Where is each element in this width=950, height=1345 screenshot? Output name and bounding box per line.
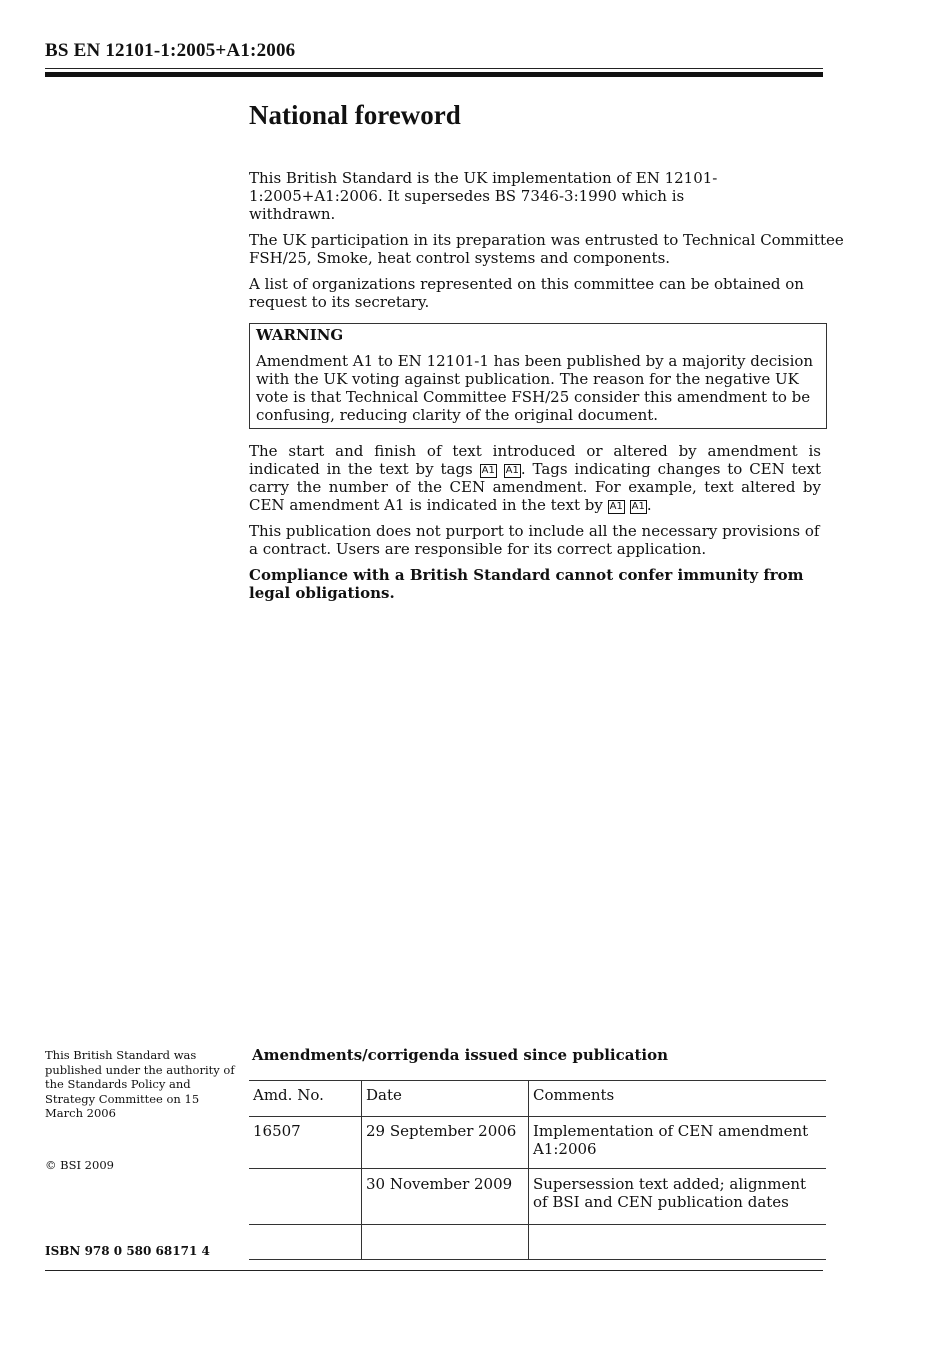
amendment-close-tag-icon: A1 bbox=[505, 465, 519, 476]
amendments-title: Amendments/corrigenda issued since publication bbox=[252, 1046, 668, 1064]
cell-comments bbox=[529, 1225, 827, 1260]
footer-rule bbox=[45, 1270, 823, 1271]
amendments-table bbox=[249, 1080, 826, 1260]
column-header-date: Date bbox=[362, 1081, 529, 1117]
table-header-row bbox=[249, 1081, 826, 1117]
column-header-comments: Comments bbox=[529, 1081, 827, 1117]
amendment-open-tag-icon: A1 bbox=[609, 501, 623, 512]
header-rule-thin bbox=[45, 68, 823, 69]
copyright: © BSI 2009 bbox=[45, 1158, 114, 1172]
cell-comments: Supersession text added; alignment of BSI and CEN publication dates bbox=[529, 1169, 827, 1225]
cell-date: 30 November 2009 bbox=[362, 1169, 529, 1225]
compliance-statement: Compliance with a British Standard cannot confer immunity from legal obligations. bbox=[249, 566, 804, 602]
paragraph-provisions: This publication does not purport to include all the necessary provisions of a contract. Users are responsible for its correct application. bbox=[249, 522, 820, 558]
cell-amd-no bbox=[249, 1225, 362, 1260]
amendment-open-tag-icon: A1 bbox=[481, 465, 495, 476]
page-title: National foreword bbox=[249, 100, 461, 130]
foreword-body bbox=[249, 100, 844, 610]
tags-text-part3: . bbox=[646, 496, 652, 514]
paragraph-implementation: This British Standard is the UK implementation of EN 12101-1:2005+A1:2006. It supersedes BS 7346-3:1990 which is withdrawn. bbox=[249, 169, 718, 223]
cell-amd-no: 16507 bbox=[249, 1117, 362, 1169]
paragraph-organizations: A list of organizations represented on this committee can be obtained on request to its secretary. bbox=[249, 275, 804, 311]
amendment-close-tag-icon: A1 bbox=[631, 501, 645, 512]
authority-note: This British Standard was published under the authority of the Standards Policy and Strategy Committee on 15 March 2006 bbox=[45, 1048, 235, 1120]
cell-date: 29 September 2006 bbox=[362, 1117, 529, 1169]
cell-comments: Implementation of CEN amendment A1:2006 bbox=[529, 1117, 827, 1169]
cell-amd-no bbox=[249, 1169, 362, 1225]
warning-text: Amendment A1 to EN 12101-1 has been published by a majority decision with the UK voting against publication. The reason for the negative UK vote is that Technical Committee FSH/25 consider this amendment to be confusing, reducing clarity of the original document. bbox=[256, 352, 814, 424]
cell-date bbox=[362, 1225, 529, 1260]
column-header-amd-no: Amd. No. bbox=[249, 1081, 362, 1117]
paragraph-committee: The UK participation in its preparation was entrusted to Technical Committee FSH/25, Smoke, heat control systems and components. bbox=[249, 231, 844, 267]
table-row bbox=[249, 1169, 826, 1225]
header-rule-thick bbox=[45, 72, 823, 77]
tags-text-part2: . Tags indicating changes to CEN text carry the number of the CEN amendment. For example, text altered by CEN amendment A1 is indicated in the text by bbox=[249, 460, 821, 514]
paragraph-amendment-tags bbox=[249, 442, 821, 514]
table-row bbox=[249, 1117, 826, 1169]
tags-text-part1: The start and finish of text introduced or altered by amendment is indicated in the text by tags bbox=[249, 442, 821, 478]
document-id: BS EN 12101-1:2005+A1:2006 bbox=[45, 40, 296, 61]
warning-box bbox=[249, 323, 827, 429]
warning-title: WARNING bbox=[256, 326, 344, 344]
isbn: ISBN 978 0 580 68171 4 bbox=[45, 1244, 210, 1258]
table-row bbox=[249, 1225, 826, 1260]
